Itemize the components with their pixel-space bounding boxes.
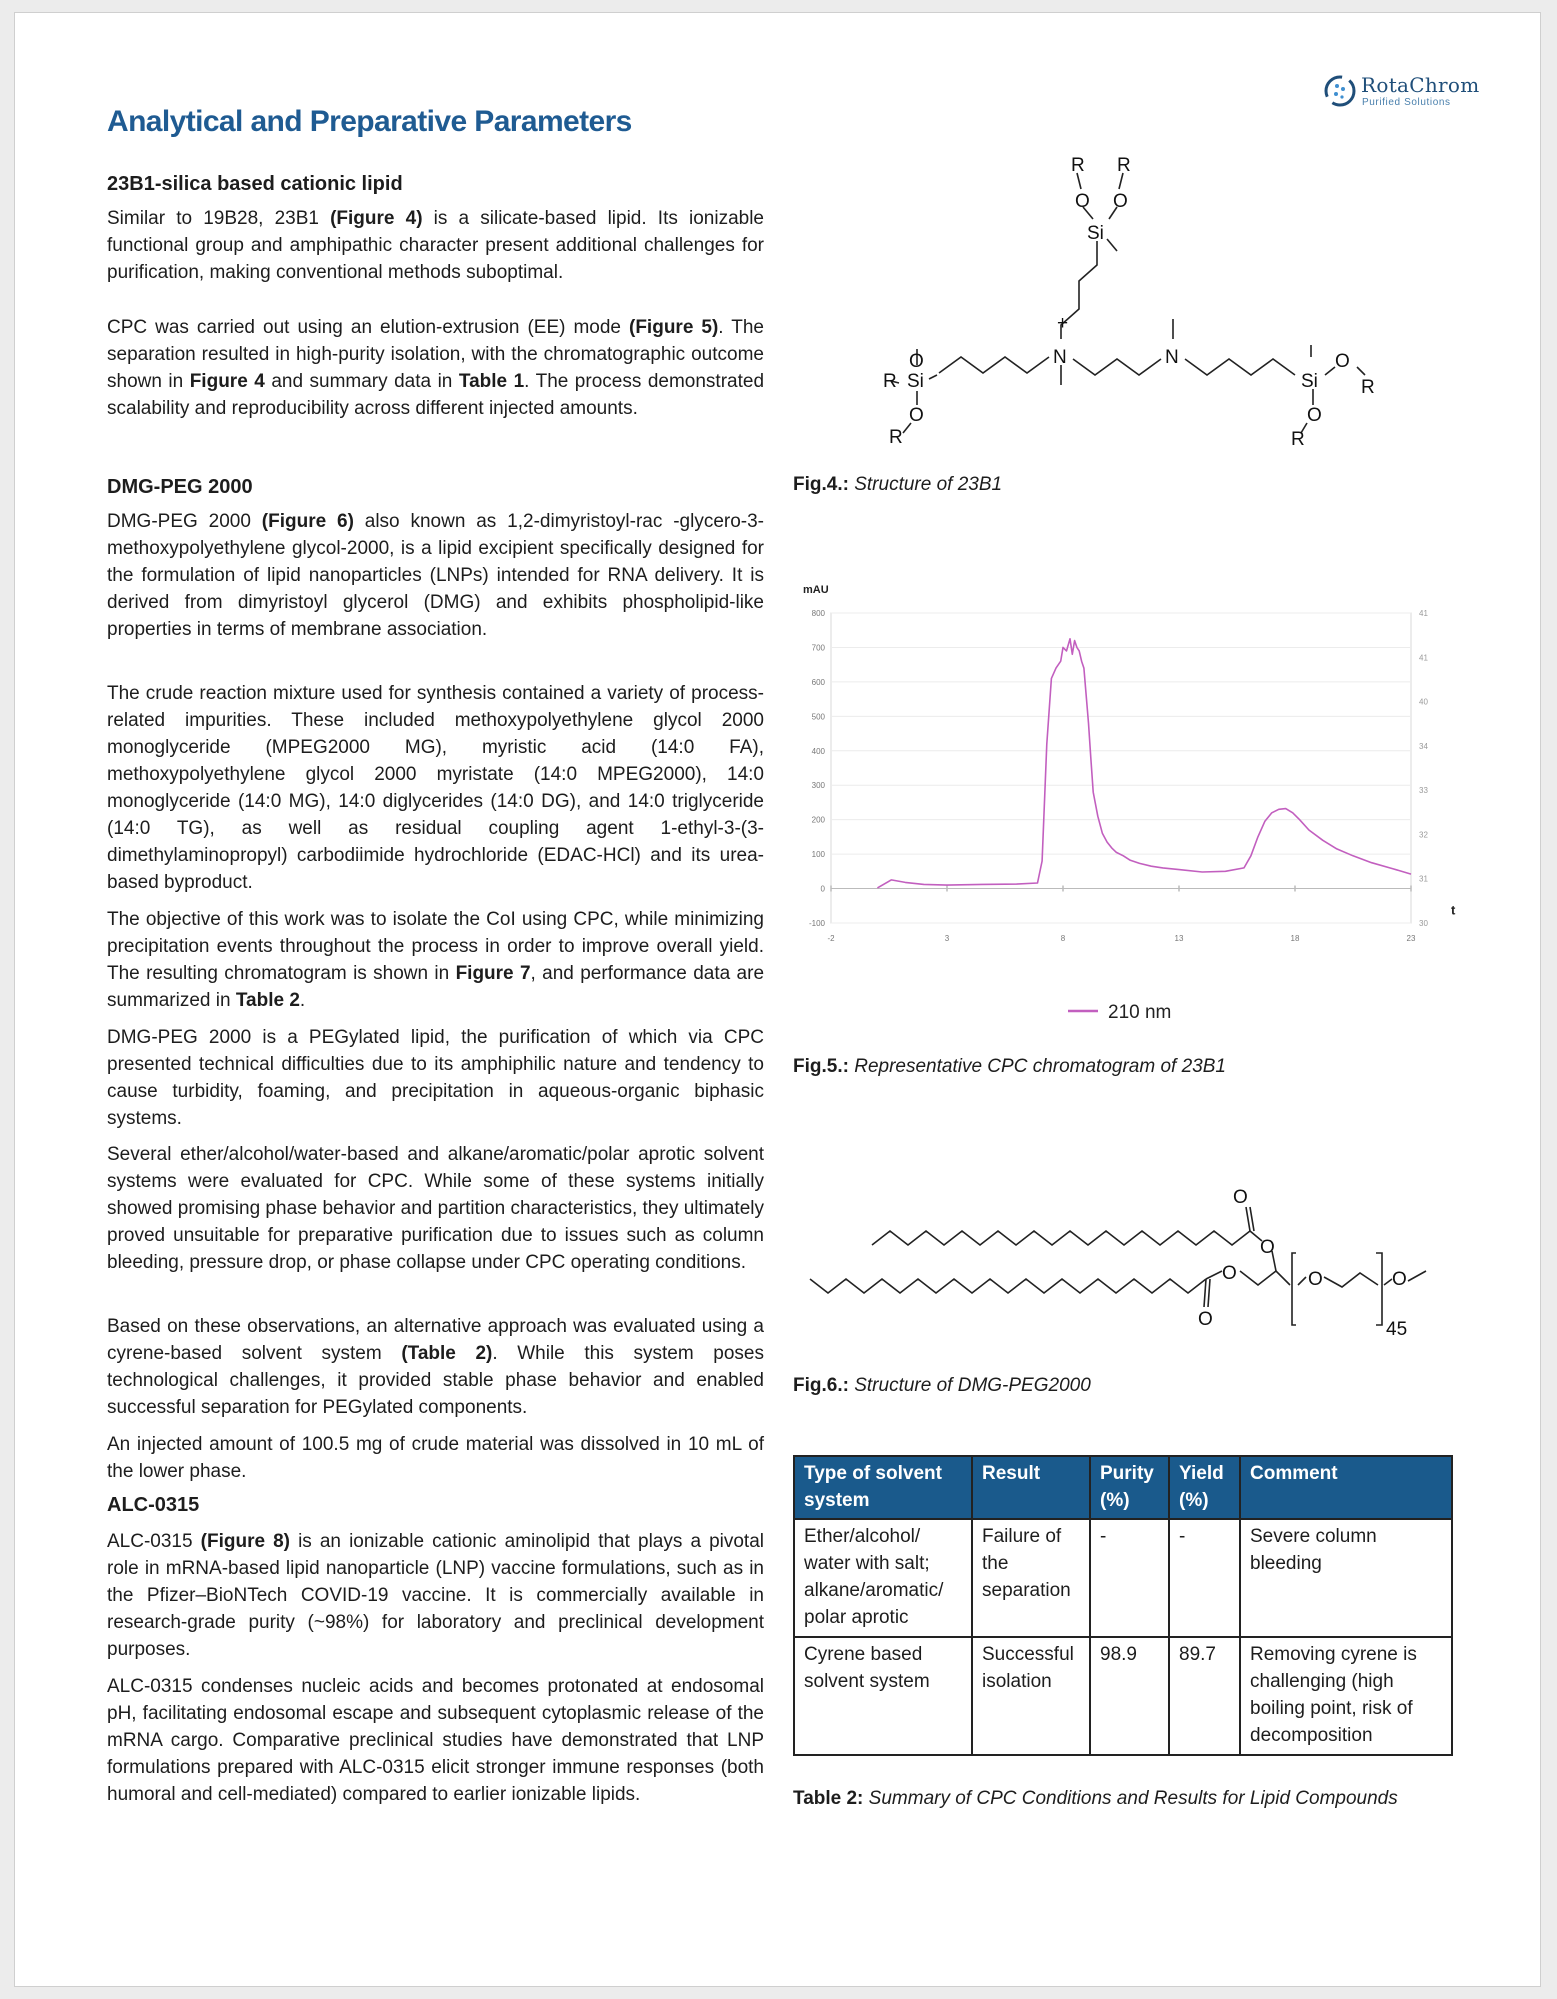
- atom-si: Si: [1301, 371, 1318, 392]
- x-tick-label: -2: [827, 934, 835, 943]
- table-row: [794, 1637, 1452, 1755]
- y2-tick-label: 31: [1419, 874, 1428, 884]
- table-cell: Cyrene based solvent system: [794, 1637, 972, 1755]
- atom-o: O: [1233, 1187, 1248, 1208]
- atom-o: O: [1335, 351, 1350, 372]
- legend-label: 210 nm: [1108, 1002, 1172, 1023]
- table-cell: Failure of the separation: [972, 1519, 1090, 1637]
- atom-o: O: [1308, 1269, 1323, 1290]
- atom-r: R: [1071, 155, 1085, 176]
- y-tick-label: 100: [811, 850, 825, 860]
- cpc-chromatogram-chart: [793, 563, 1456, 1033]
- series-line-210nm: [877, 639, 1411, 888]
- section-heading-dmg-peg: DMG-PEG 2000: [107, 476, 253, 498]
- y2-tick-label: 34: [1419, 741, 1428, 751]
- atom-r: R: [1291, 429, 1305, 450]
- y-tick-label: 300: [811, 781, 825, 791]
- paragraph-23b1-cpc: CPC was carried out using an elution-extrusion (EE) mode (Figure 5). The separation resulted in high-purity isolation, with the chromatographic outcome shown in Figure 4 and summary data in Table 1. The process demonstrated scalability and reproducibility across different injected amounts.: [107, 317, 765, 419]
- paragraph-alc-intro: ALC-0315 (Figure 8) is an ionizable cationic aminolipid that plays a pivotal role in mRNA-based lipid nanoparticle (LNP) vaccine formulations, such as in the Pfizer–BioNTech COVID-19 vaccine. It is commercially available in research-grade purity (~98%) for laboratory and preclinical development purposes.: [107, 1531, 764, 1660]
- section-heading-alc-0315: ALC-0315: [107, 1494, 200, 1516]
- figure-5-caption: Fig.5.: Representative CPC chromatogram of 23B1: [793, 1056, 1226, 1077]
- x-tick-label: 18: [1290, 934, 1300, 943]
- y-tick-label: 200: [811, 815, 825, 825]
- y2-tick-label: 41: [1419, 653, 1428, 663]
- x-tick-label: 8: [1060, 934, 1066, 943]
- atom-o: O: [1113, 191, 1128, 212]
- table-cell: 89.7: [1169, 1637, 1240, 1755]
- figure-6-caption: Fig.6.: Structure of DMG-PEG2000: [793, 1375, 1091, 1396]
- atom-r: R: [889, 427, 903, 448]
- y-tick-label: 700: [811, 643, 825, 653]
- y2-tick-label: 41: [1419, 609, 1428, 618]
- rotachrom-logo-icon: [1320, 71, 1360, 111]
- structure-23b1-drawing: [883, 153, 1443, 453]
- paragraph-dmg-intro: DMG-PEG 2000 (Figure 6) also known as 1,2-dimyristoyl-rac -glycero-3-methoxypolyethylene glycol-2000, is a lipid excipient specifically designed for the formulation of lipid nanoparticles (LNPs) intended for RNA delivery. It is derived from dimyristoyl glycerol (DMG) and exhibits phospholipid-like properties in terms of membrane association.: [107, 511, 765, 640]
- figure-4-caption: Fig.4.: Structure of 23B1: [793, 474, 1003, 495]
- rotachrom-logo: [1310, 69, 1510, 113]
- paragraph-dmg-cyrene: Based on these observations, an alternative approach was evaluated using a cyrene-based solvent system (Table 2). While this system poses technological challenges, it provided stable phase behavior and enabled successful separation for PEGylated components.: [107, 1316, 764, 1418]
- plot-area: [831, 613, 1411, 923]
- column-header: Purity (%): [1090, 1456, 1169, 1519]
- atom-o: O: [1198, 1309, 1213, 1330]
- y-tick-label: 0: [820, 884, 825, 894]
- structure-dmg-peg2000-figure: [810, 1173, 1450, 1353]
- atom-o: O: [909, 351, 924, 372]
- y-axis-label: mAU: [803, 584, 829, 596]
- x-tick-label: 3: [944, 934, 950, 943]
- table-cell: -: [1169, 1519, 1240, 1637]
- atom-r: R: [883, 371, 897, 392]
- table-row: [794, 1519, 1452, 1637]
- charge-plus: +: [1057, 313, 1069, 334]
- cpc-conditions-table: [793, 1455, 1453, 1756]
- paragraph-dmg-injection: An injected amount of 100.5 mg of crude material was dissolved in 10 mL of the lower phase.: [107, 1434, 764, 1482]
- logo-tagline: Purified Solutions: [1362, 97, 1451, 108]
- table-cell: Ether/alcohol/ water with salt; alkane/aromatic/ polar aprotic: [794, 1519, 972, 1637]
- table-cell: Successful isolation: [972, 1637, 1090, 1755]
- table-2-caption: Table 2: Summary of CPC Conditions and Results for Lipid Compounds: [793, 1788, 1398, 1809]
- document-page: [14, 12, 1541, 1987]
- atom-n: N: [1053, 347, 1067, 368]
- atom-r: R: [1361, 377, 1375, 398]
- paragraph-alc-mechanism: ALC-0315 condenses nucleic acids and becomes protonated at endosomal pH, facilitating endosomal escape and subsequent cytoplasmic release of the mRNA cargo. Comparative preclinical studies have demonstrated that LNP formulations prepared with ALC-0315 elicit stronger immune responses (both humoral and cell-mediated) compared to earlier ionizable lipids.: [107, 1676, 764, 1805]
- y-tick-label: 800: [811, 609, 825, 618]
- table-cell: 98.9: [1090, 1637, 1169, 1755]
- x-tick-label: 13: [1174, 934, 1184, 943]
- column-header: Yield (%): [1169, 1456, 1240, 1519]
- table-cell: -: [1090, 1519, 1169, 1637]
- paragraph-dmg-impurities: The crude reaction mixture used for synthesis contained a variety of process-related impurities. These included methoxypolyethylene glycol 2000 monoglyceride (MPEG2000 MG), myristic acid (14:0 FA), methoxypolyethylene glycol 2000 myristate (14:0 MPEG2000), 14:0 monoglyceride (14:0 MG), 14:0 diglycerides (14:0 DG), and 14:0 triglyceride (14:0 TG), as well as residual coupling agent 1-ethyl-3-(3-dimethylaminopropyl) carbodiimide hydrochloride (EDAC-HCl) and its urea-based byproduct.: [107, 683, 764, 893]
- atom-si: Si: [1087, 223, 1104, 244]
- column-header: Result: [972, 1456, 1090, 1519]
- logo-name: RotaChrom: [1361, 73, 1480, 97]
- atom-r: R: [1117, 155, 1131, 176]
- table-cell: Severe column bleeding: [1240, 1519, 1452, 1637]
- table-header-row: [794, 1456, 1452, 1519]
- repeat-count: 45: [1386, 1319, 1408, 1340]
- atom-o: O: [1307, 405, 1322, 426]
- atom-o: O: [909, 405, 924, 426]
- atom-o: O: [1392, 1269, 1407, 1290]
- column-header: Comment: [1240, 1456, 1452, 1519]
- y2-tick-label: 33: [1419, 786, 1428, 796]
- column-header: Type of solvent system: [794, 1456, 972, 1519]
- paragraph-dmg-objective: The objective of this work was to isolate the CoI using CPC, while minimizing precipitation events throughout the process in order to improve overall yield. The resulting chromatogram is shown in Figure 7, and performance data are summarized in Table 2.: [107, 909, 765, 1011]
- y-tick-label: -100: [808, 919, 825, 928]
- atom-si: Si: [907, 371, 924, 392]
- y2-tick-label: 40: [1419, 697, 1428, 707]
- atom-o: O: [1222, 1263, 1237, 1284]
- section-heading-23b1: 23B1-silica based cationic lipid: [107, 173, 403, 195]
- page-title: Analytical and Preparative Parameters: [107, 105, 632, 138]
- x-tick-label: 23: [1406, 934, 1416, 943]
- atom-n: N: [1165, 347, 1179, 368]
- atom-o: O: [1075, 191, 1090, 212]
- x-axis-label: t: [1451, 902, 1456, 918]
- atom-o: O: [1260, 1237, 1275, 1258]
- y-tick-label: 600: [811, 677, 825, 687]
- y-tick-label: 500: [811, 712, 825, 722]
- paragraph-dmg-difficulties: DMG-PEG 2000 is a PEGylated lipid, the purification of which via CPC presented technical difficulties due to its amphiphilic nature and tendency to cause turbidity, foaming, and precipitation in aqueous-organic biphasic systems.: [107, 1027, 764, 1129]
- paragraph-23b1-intro: Similar to 19B28, 23B1 (Figure 4) is a silicate-based lipid. Its ionizable functional group and amphipathic character present additional challenges for purification, making conventional methods suboptimal.: [107, 208, 765, 283]
- y2-tick-label: 30: [1419, 919, 1428, 928]
- paragraph-dmg-solvents: Several ether/alcohol/water-based and alkane/aromatic/polar aprotic solvent systems were evaluated for CPC. While some of these systems initially showed promising phase behavior and partition characteristics, they ultimately proved unsuitable for preparative purification due to issues such as column bleeding, pressure drop, or phase collapse under CPC operating conditions.: [107, 1144, 764, 1273]
- y2-tick-label: 32: [1419, 830, 1428, 840]
- y-tick-label: 400: [811, 746, 825, 756]
- table-cell: Removing cyrene is challenging (high boiling point, risk of decomposition: [1240, 1637, 1452, 1755]
